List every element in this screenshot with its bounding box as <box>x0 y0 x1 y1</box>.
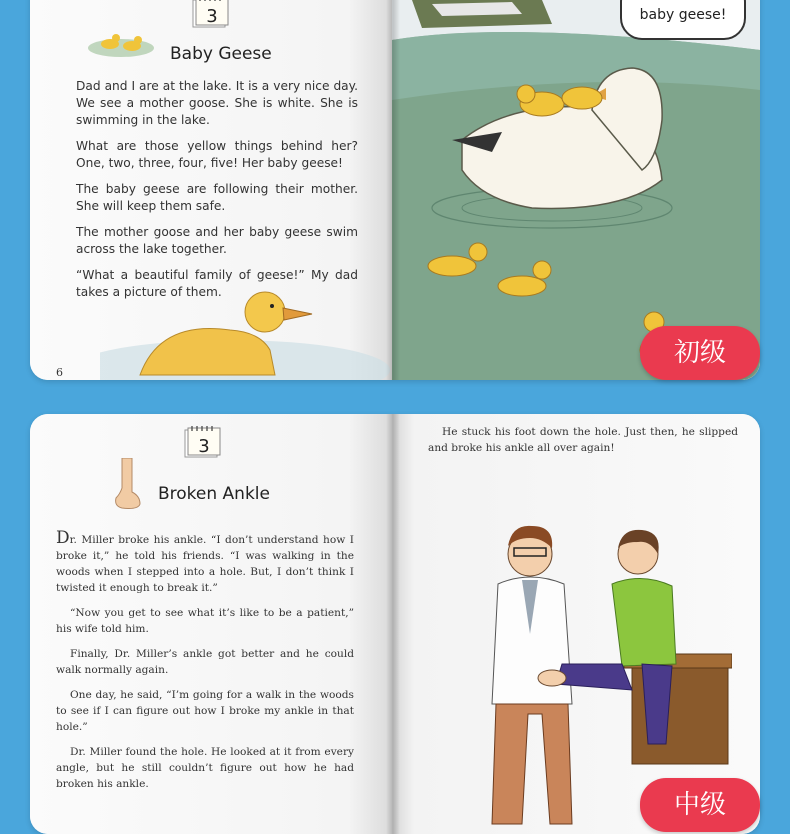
level-badge-beginner: 初级 <box>640 326 760 380</box>
paragraph: What are those yellow things behind her? One, two, three, four, five! Her baby geese! <box>76 139 358 170</box>
gosling-illustration <box>100 290 392 380</box>
story-title: Baby Geese <box>170 44 272 64</box>
story-text <box>56 530 354 801</box>
book-spread-broken-ankle <box>30 414 760 834</box>
left-page <box>30 0 392 380</box>
page-number: 6 <box>56 366 63 379</box>
left-page <box>30 414 392 834</box>
story-title: Broken Ankle <box>158 484 270 504</box>
paragraph: “What a beautiful family of geese!” My dad takes a picture of them. <box>76 268 358 299</box>
goose-illustration <box>392 0 760 380</box>
chapter-number: 3 <box>198 436 210 457</box>
ducklings-icon <box>86 24 156 58</box>
chapter-number: 3 <box>206 6 218 27</box>
calendar-icon <box>190 0 230 28</box>
right-page-text <box>428 424 738 465</box>
paragraph: The mother goose and her baby geese swim across the lake together. <box>76 225 358 256</box>
calendar-icon <box>182 426 222 458</box>
paragraph: One day, he said, “I’m going for a walk in the woods to see if I can figure out how I broke my ankle in that hole.” <box>56 689 354 733</box>
paragraph: He stuck his foot down the hole. Just then, he slipped and broke his ankle all over again! <box>428 426 738 454</box>
drop-cap: D <box>56 528 70 548</box>
paragraph: Dad and I are at the lake. It is a very nice day. We see a mother goose. She is white. She is swimming in the lake. <box>76 79 358 127</box>
book-spread-baby-geese <box>30 0 760 380</box>
right-page <box>392 414 760 834</box>
level-badge-intermediate: 中级 <box>640 778 760 832</box>
paragraph: The baby geese are following their mother. She will keep them safe. <box>76 182 358 213</box>
book-gutter <box>386 0 400 380</box>
book-gutter <box>386 414 400 834</box>
paragraph-text: r. Miller broke his ankle. “I don’t understand how I broke it,” he told his friends. “I was walking in the woods when I stepped into a hole. But, I don’t think I twisted it enough to break it.” <box>56 534 354 594</box>
paragraph: “Now you get to see what it’s like to be a patient,” his wife told him. <box>56 607 354 635</box>
paragraph: Finally, Dr. Miller’s ankle got better and he could walk normally again. <box>56 648 354 676</box>
right-page <box>392 0 760 380</box>
speech-bubble: baby geese! <box>620 0 746 40</box>
foot-icon <box>110 458 144 510</box>
paragraph <box>56 530 354 596</box>
story-text <box>76 78 358 310</box>
paragraph: Dr. Miller found the hole. He looked at it from every angle, but he still couldn’t figure out how he had broken his ankle. <box>56 746 354 790</box>
